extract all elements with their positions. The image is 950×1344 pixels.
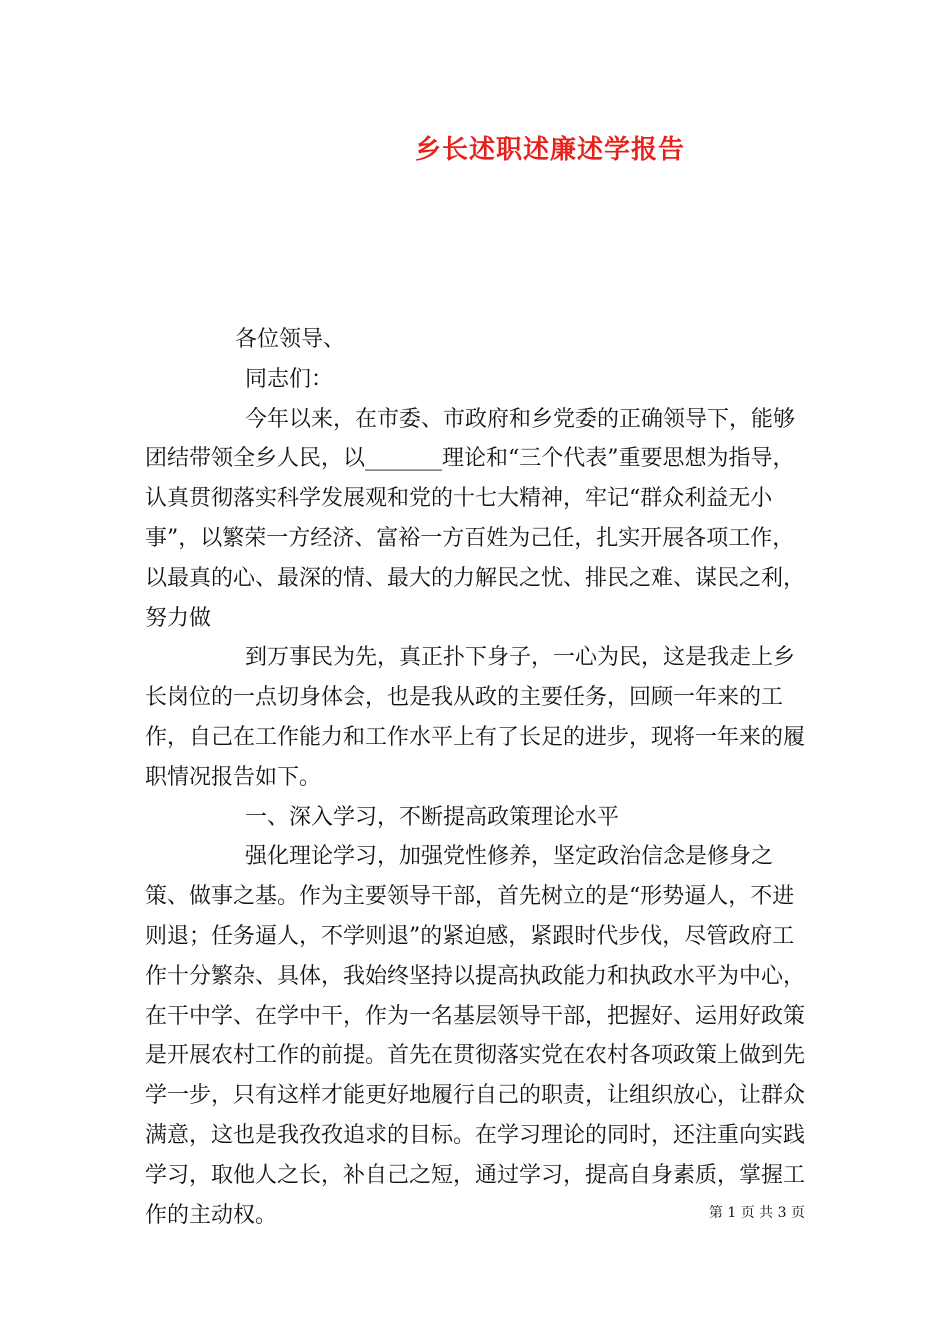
- document-title: 乡长述职述廉述学报告: [414, 135, 685, 165]
- paragraph-study: 强化理论学习，加强党性修养，坚定政治信念是修身之策、做事之基。作为主要领导干部，首先树立的是“形势逼人，不进则退；任务逼人，不学则退”的紧迫感，紧跟时代步伐，尽管政府工作十分繁杂、具体，我始终坚持以提高执政能力和执政水平为中心，在干中学、在学中干，作为一名基层领导干部，把握好、运用好政策是开展农村工作的前提。首先在贯彻落实党在农村各项政策上做到先学一步，只有这样才能更好地履行自己的职责，让组织放心，让群众满意，这也是我孜孜追求的目标。在学习理论的同时，还注重向实践学习，取他人之长，补自己之短，通过学习，提高自身素质，掌握工作的主动权。: [145, 844, 806, 1228]
- salutation-leaders: 各位领导、: [235, 327, 346, 352]
- paragraph-summary: 到万事民为先，真正扑下身子，一心为民，这是我走上乡长岗位的一点切身体会，也是我从政的主要任务，回顾一年来的工作，自己在工作能力和工作水平上有了长足的进步，现将一年来的履职情况报告如下。: [145, 645, 806, 790]
- document-body: [145, 320, 815, 1235]
- section-heading: 一、深入学习，不断提高政策理论水平: [245, 804, 620, 830]
- page-indicator: 第 1 页 共 3 页: [708, 1205, 805, 1221]
- salutation-comrades: 同志们：: [245, 366, 334, 392]
- paragraph-intro: 今年以来，在市委、市政府和乡党委的正确领导下，能够团结带领全乡人民，以_______理论和“三个代表”重要思想为指导，认真贯彻落实科学发展观和党的十七大精神，牢记“群众利益无小事”，以繁荣一方经济、富裕一方百姓为己任，扎实开展各项工作，以最真的心、最深的情、最大的力解民之忧、排民之难、谋民之利，努力做: [145, 406, 806, 631]
